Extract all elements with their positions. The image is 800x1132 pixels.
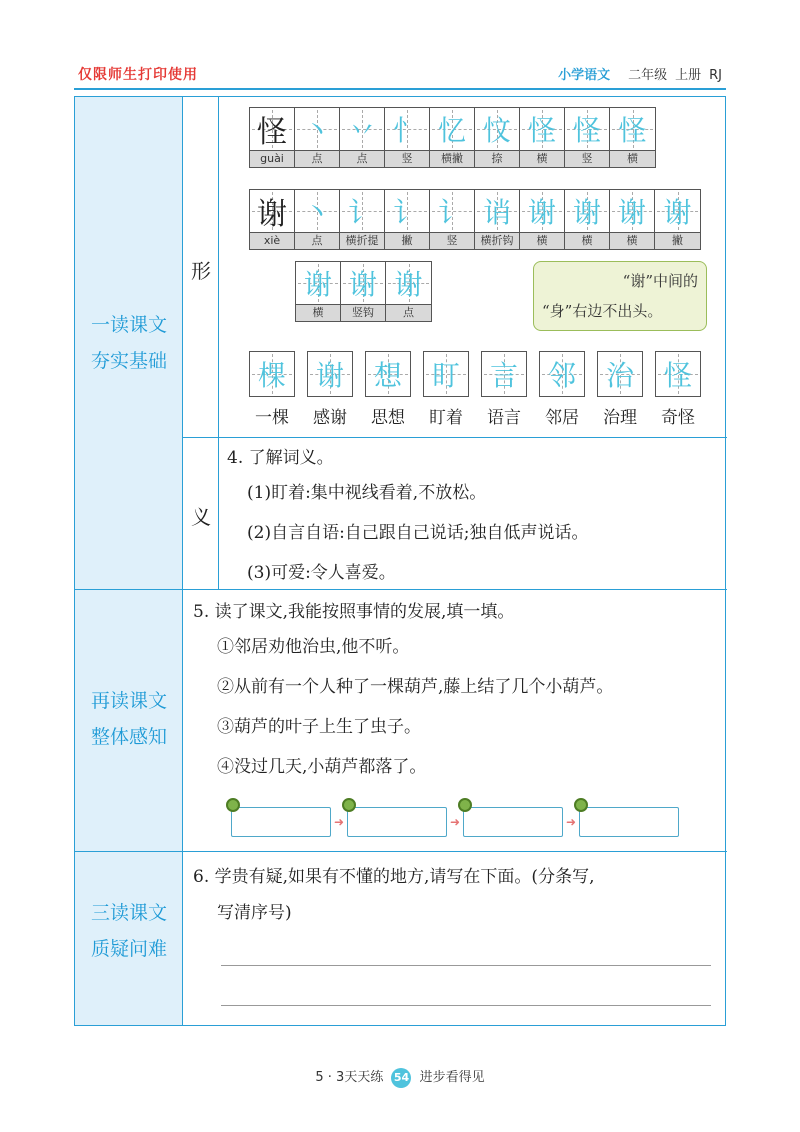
stroke-cell: 怪 横	[610, 108, 655, 167]
word-practice-row	[249, 351, 701, 428]
event-item: ③葫芦的叶子上生了虫子。	[217, 717, 421, 737]
answer-box[interactable]	[347, 807, 447, 837]
stroke-cell: 诮 横折钩	[475, 190, 520, 249]
stroke-grid-xie-cont	[295, 261, 432, 322]
section-3-label: 三读课文 质疑问难	[90, 902, 167, 960]
divider-form-meaning	[183, 437, 727, 438]
stroke-grid-guai	[249, 107, 656, 168]
form-label: 形	[191, 259, 211, 283]
answer-box[interactable]	[579, 807, 679, 837]
answer-line[interactable]	[221, 1005, 711, 1006]
stroke-cell: 丷 点	[340, 108, 385, 167]
header-divider	[74, 88, 726, 90]
footer-slogan: 进步看得见	[419, 1070, 485, 1085]
grade-label: 二年级	[628, 68, 668, 83]
page-number: 54	[391, 1068, 411, 1088]
definition-item: (1)盯着:集中视线看着,不放松。	[247, 483, 487, 503]
tip-note: “谢”中间的 “身”右边不出头。	[533, 261, 707, 331]
event-item: ①邻居劝他治虫,他不听。	[217, 637, 410, 657]
question-6	[193, 859, 594, 931]
stroke-cell: 丶 点	[295, 190, 340, 249]
divider-section-3	[75, 851, 727, 852]
pinyin-label: guài	[250, 150, 294, 167]
word-item: 邻 邻居	[539, 351, 585, 428]
volume-label: 上册	[675, 68, 702, 83]
stroke-cell: 谢 横	[610, 190, 655, 249]
word-item: 言 语言	[481, 351, 527, 428]
stroke-cell: 谢 撇	[655, 190, 700, 249]
stroke-cell: 怪 竖	[565, 108, 610, 167]
main-char-cell: 谢 xiè	[250, 190, 295, 249]
event-item: ②从前有一个人种了一棵葫芦,藤上结了几个小葫芦。	[217, 677, 614, 697]
pin-icon	[342, 798, 356, 812]
stroke-cell: 谢 竖钩	[341, 262, 386, 321]
print-notice: 仅限师生打印使用	[78, 67, 198, 83]
answer-box[interactable]	[231, 807, 331, 837]
question-5	[193, 597, 613, 787]
pin-icon	[226, 798, 240, 812]
stroke-cell: 讠 横折提	[340, 190, 385, 249]
question-title: 4. 了解词义。	[227, 448, 334, 468]
arrow-icon: ➜	[565, 815, 577, 829]
question-title: 5. 读了课文,我能按照事情的发展,填一填。	[193, 602, 515, 622]
subject-label: 小学语文	[558, 68, 611, 83]
stroke-cell: 谢 横	[296, 262, 341, 321]
stroke-cell: 谢 横	[565, 190, 610, 249]
book-info	[550, 64, 722, 83]
question-title: 6. 学贵有疑,如果有不懂的地方,请写在下面。(分条写,	[193, 867, 595, 887]
word-item: 盯 盯着	[423, 351, 469, 428]
stroke-cell: 丶 点	[295, 108, 340, 167]
definition-item: (2)自言自语:自己跟自己说话;独自低声说话。	[247, 523, 589, 543]
stroke-cell: 怪 横	[520, 108, 565, 167]
section-column	[75, 97, 183, 1025]
answer-box[interactable]	[463, 807, 563, 837]
main-char-cell: 怪 guài	[250, 108, 295, 167]
pin-icon	[458, 798, 472, 812]
worksheet-table	[74, 96, 726, 1026]
stroke-cell: 忟 捺	[475, 108, 520, 167]
stroke-cell: 讠 竖	[430, 190, 475, 249]
word-item: 谢 感谢	[307, 351, 353, 428]
word-item: 棵 一棵	[249, 351, 295, 428]
edition-label: RJ	[709, 68, 722, 83]
word-item: 想 思想	[365, 351, 411, 428]
pin-icon	[574, 798, 588, 812]
answer-line[interactable]	[221, 965, 711, 966]
definition-item: (3)可爱:令人喜爱。	[247, 563, 396, 583]
meaning-label: 义	[191, 505, 211, 529]
footer-brand: 5 · 3天天练	[315, 1070, 384, 1085]
question-title-cont: 写清序号)	[217, 903, 292, 923]
sequence-answer-row	[231, 807, 679, 837]
stroke-cell: 谢 点	[386, 262, 431, 321]
stroke-grid-xie	[249, 189, 701, 250]
page-footer	[0, 1066, 800, 1088]
pinyin-label: xiè	[250, 232, 294, 249]
stroke-cell: 忄 竖	[385, 108, 430, 167]
arrow-icon: ➜	[449, 815, 461, 829]
question-4	[227, 443, 589, 593]
stroke-cell: 谢 横	[520, 190, 565, 249]
section-1-label: 一读课文 夯实基础	[90, 314, 167, 372]
word-item: 怪 奇怪	[655, 351, 701, 428]
section-2-label: 再读课文 整体感知	[90, 690, 167, 748]
arrow-icon: ➜	[333, 815, 345, 829]
event-item: ④没过几天,小葫芦都落了。	[217, 757, 427, 777]
word-item: 治 治理	[597, 351, 643, 428]
stroke-cell: 讠 撇	[385, 190, 430, 249]
stroke-cell: 忆 横撇	[430, 108, 475, 167]
